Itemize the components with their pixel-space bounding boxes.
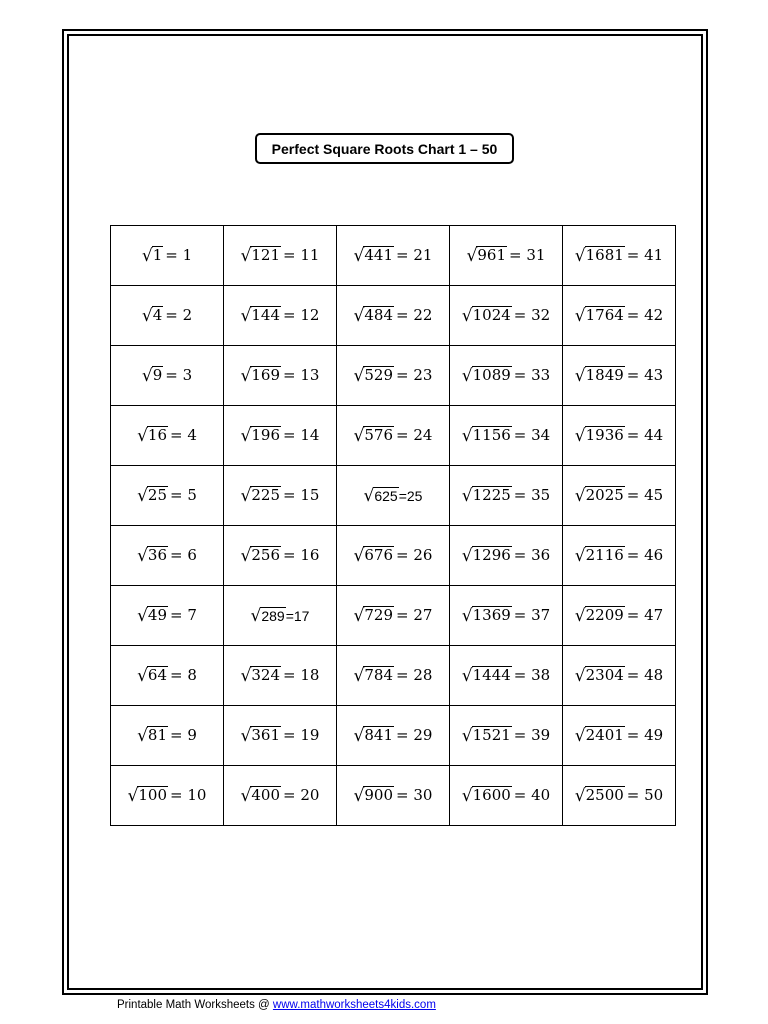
root-expression	[575, 366, 663, 384]
root-expression	[462, 306, 550, 324]
root-expression	[575, 666, 663, 684]
table-row	[111, 646, 676, 706]
radical-icon: √	[574, 425, 586, 446]
radicand: 1024	[472, 306, 511, 325]
root-expression	[575, 606, 663, 624]
root-expression	[241, 366, 320, 384]
radicand: 441	[364, 246, 394, 265]
radicand: 81	[147, 726, 168, 745]
root-expression	[575, 786, 663, 804]
footer-text: Printable Math Worksheets @	[117, 999, 273, 1011]
table-row	[111, 706, 676, 766]
radicand: 49	[147, 606, 168, 625]
radical-icon: √	[137, 545, 148, 566]
root-expression	[241, 786, 320, 804]
radicand: 36	[147, 546, 168, 565]
radicand: 1849	[585, 366, 624, 385]
radicand: 400	[251, 786, 281, 805]
radical-icon: √	[353, 245, 365, 266]
radicand: 1296	[472, 546, 511, 565]
radical-icon: √	[461, 545, 473, 566]
radical-icon: √	[353, 425, 365, 446]
root-expression	[462, 666, 550, 684]
radicand: 1	[152, 246, 163, 265]
radicand: 625	[374, 488, 398, 505]
table-row	[111, 766, 676, 826]
radicand: 361	[251, 726, 281, 745]
table-row	[111, 466, 676, 526]
root-value: = 14	[283, 426, 320, 445]
radical-icon: √	[353, 725, 365, 746]
root-value: = 50	[626, 786, 664, 805]
radical-icon: √	[461, 365, 473, 386]
radicand: 1225	[472, 486, 511, 505]
radicand: 784	[364, 666, 394, 685]
root-expression	[575, 546, 663, 564]
root-expression	[354, 366, 433, 384]
radical-icon: √	[137, 485, 148, 506]
root-cell	[450, 526, 563, 586]
radical-icon: √	[574, 305, 586, 326]
root-value: = 27	[396, 606, 433, 625]
radical-icon: √	[574, 245, 586, 266]
root-expression	[142, 246, 192, 264]
footer-link[interactable]: www.mathworksheets4kids.com	[272, 999, 436, 1011]
root-value: = 23	[396, 366, 433, 385]
root-expression	[241, 246, 320, 264]
radical-icon: √	[353, 305, 365, 326]
radicand: 2209	[585, 606, 624, 625]
root-cell	[450, 766, 563, 826]
root-cell	[563, 646, 676, 706]
root-expression	[354, 246, 433, 264]
root-cell	[450, 706, 563, 766]
root-value: = 11	[283, 246, 320, 265]
table-row	[111, 406, 676, 466]
table-row	[111, 226, 676, 286]
root-expression	[462, 546, 550, 564]
root-cell	[337, 706, 450, 766]
root-expression	[354, 426, 433, 444]
root-value: = 15	[283, 486, 320, 505]
root-value: = 47	[626, 606, 664, 625]
radicand: 576	[364, 426, 394, 445]
radicand: 1521	[472, 726, 511, 745]
radical-icon: √	[574, 485, 586, 506]
radicand: 2025	[585, 486, 624, 505]
root-value: = 49	[626, 726, 664, 745]
radical-icon: √	[240, 545, 252, 566]
root-expression	[137, 486, 197, 504]
radicand: 16	[147, 426, 168, 445]
radical-icon: √	[137, 665, 148, 686]
radical-icon: √	[240, 425, 252, 446]
root-cell	[111, 766, 224, 826]
radical-icon: √	[574, 725, 586, 746]
radical-icon: √	[240, 725, 252, 746]
radical-icon: √	[461, 725, 473, 746]
radicand: 484	[364, 306, 394, 325]
radical-icon: √	[240, 785, 252, 806]
root-cell	[337, 286, 450, 346]
root-value: = 5	[170, 486, 197, 505]
root-cell	[111, 406, 224, 466]
root-expression	[575, 246, 663, 264]
root-value: = 29	[396, 726, 433, 745]
radicand: 2500	[585, 786, 624, 805]
radical-icon: √	[574, 365, 586, 386]
root-value: = 16	[283, 546, 320, 565]
root-cell	[450, 586, 563, 646]
root-cell	[337, 586, 450, 646]
root-cell	[563, 466, 676, 526]
root-expression	[354, 306, 433, 324]
root-value: = 45	[626, 486, 664, 505]
root-cell	[337, 526, 450, 586]
radicand: 256	[251, 546, 281, 565]
radical-icon: √	[240, 245, 252, 266]
root-cell	[224, 226, 337, 286]
radical-icon: √	[353, 365, 365, 386]
table-row	[111, 346, 676, 406]
radicand: 64	[147, 666, 168, 685]
root-expression	[137, 606, 197, 624]
radical-icon: √	[240, 485, 252, 506]
root-value: = 12	[283, 306, 320, 325]
root-value: = 44	[626, 426, 664, 445]
root-value: = 31	[509, 246, 546, 265]
root-cell	[450, 286, 563, 346]
root-value: = 9	[170, 726, 197, 745]
radicand: 324	[251, 666, 281, 685]
radicand: 1936	[585, 426, 624, 445]
table-row	[111, 286, 676, 346]
radicand: 900	[364, 786, 394, 805]
root-value: = 1	[165, 246, 193, 265]
root-value: = 41	[626, 246, 664, 265]
radical-icon: √	[574, 665, 586, 686]
root-expression	[575, 726, 663, 744]
radicand: 1444	[472, 666, 511, 685]
root-value: = 35	[513, 486, 551, 505]
radicand: 196	[251, 426, 281, 445]
root-cell	[450, 226, 563, 286]
table-row	[111, 526, 676, 586]
root-value: = 22	[396, 306, 433, 325]
root-expression	[354, 786, 433, 804]
root-cell	[224, 286, 337, 346]
root-value: = 38	[513, 666, 551, 685]
root-value: = 20	[283, 786, 320, 805]
root-value: = 40	[513, 786, 551, 805]
root-cell	[111, 646, 224, 706]
root-value: = 26	[396, 546, 433, 565]
radicand: 676	[364, 546, 394, 565]
root-value: = 33	[513, 366, 551, 385]
radicand: 289	[261, 608, 285, 625]
radical-icon: √	[240, 665, 252, 686]
root-cell	[224, 706, 337, 766]
radical-icon: √	[574, 785, 586, 806]
radicand: 100	[138, 786, 168, 805]
root-cell	[111, 226, 224, 286]
root-expression	[467, 246, 546, 264]
root-cell	[450, 466, 563, 526]
radical-icon: √	[250, 605, 262, 626]
root-expression	[137, 666, 197, 684]
radicand: 1600	[472, 786, 511, 805]
radical-icon: √	[141, 245, 153, 266]
root-value: = 7	[170, 606, 197, 625]
root-expression	[137, 426, 197, 444]
root-cell	[111, 346, 224, 406]
root-value: = 13	[283, 366, 320, 385]
root-expression	[462, 606, 550, 624]
root-value: = 42	[626, 306, 664, 325]
radicand: 1369	[472, 606, 511, 625]
radical-icon: √	[353, 665, 365, 686]
radical-icon: √	[141, 305, 153, 326]
radicand: 144	[251, 306, 281, 325]
root-expression	[142, 306, 192, 324]
radicand: 2401	[585, 726, 624, 745]
root-cell	[337, 466, 450, 526]
root-cell	[563, 286, 676, 346]
root-value: = 32	[513, 306, 551, 325]
root-expression	[241, 546, 320, 564]
chart-title: Perfect Square Roots Chart 1 – 50	[255, 133, 514, 164]
root-expression	[354, 546, 433, 564]
root-value: = 8	[170, 666, 197, 685]
root-expression	[462, 726, 550, 744]
root-cell	[563, 766, 676, 826]
root-cell	[111, 706, 224, 766]
root-cell	[224, 766, 337, 826]
radicand: 1156	[472, 426, 511, 445]
radical-icon: √	[461, 485, 473, 506]
root-value: = 6	[170, 546, 197, 565]
root-cell	[337, 226, 450, 286]
root-value: = 3	[165, 366, 193, 385]
root-expression	[462, 786, 550, 804]
radical-icon: √	[461, 665, 473, 686]
radicand: 9	[152, 366, 163, 385]
root-value: = 34	[513, 426, 551, 445]
radical-icon: √	[240, 305, 252, 326]
root-cell	[224, 466, 337, 526]
root-value: = 43	[626, 366, 664, 385]
square-roots-table	[110, 225, 676, 826]
radical-icon: √	[574, 605, 586, 626]
radicand: 2116	[585, 546, 624, 565]
root-expression	[462, 486, 550, 504]
root-expression	[241, 666, 320, 684]
radicand: 529	[364, 366, 394, 385]
radicand: 961	[477, 246, 507, 265]
root-value: =17	[285, 608, 310, 625]
root-cell	[450, 346, 563, 406]
radicand: 1089	[472, 366, 511, 385]
root-cell	[224, 526, 337, 586]
radical-icon: √	[353, 785, 365, 806]
root-value: = 28	[396, 666, 433, 685]
root-expression	[575, 426, 663, 444]
root-expression	[364, 487, 423, 504]
root-cell	[563, 586, 676, 646]
radical-icon: √	[574, 545, 586, 566]
footer	[117, 999, 436, 1011]
root-cell	[563, 346, 676, 406]
root-cell	[563, 406, 676, 466]
root-expression	[462, 426, 550, 444]
root-expression	[142, 366, 192, 384]
root-cell	[224, 346, 337, 406]
radical-icon: √	[353, 545, 365, 566]
table-row	[111, 586, 676, 646]
root-cell	[224, 646, 337, 706]
root-value: = 21	[396, 246, 433, 265]
radical-icon: √	[461, 785, 473, 806]
radicand: 1764	[585, 306, 624, 325]
radical-icon: √	[461, 305, 473, 326]
root-expression	[354, 666, 433, 684]
root-value: = 37	[513, 606, 551, 625]
root-value: = 4	[170, 426, 197, 445]
root-expression	[241, 726, 320, 744]
root-expression	[241, 306, 320, 324]
radicand: 121	[251, 246, 281, 265]
root-cell	[111, 526, 224, 586]
root-cell	[563, 706, 676, 766]
radical-icon: √	[363, 485, 375, 506]
radical-icon: √	[141, 365, 153, 386]
radical-icon: √	[466, 245, 478, 266]
root-value: = 2	[165, 306, 193, 325]
root-value: = 24	[396, 426, 433, 445]
root-cell	[111, 466, 224, 526]
root-value: =25	[398, 488, 423, 505]
root-expression	[137, 726, 197, 744]
radicand: 1681	[585, 246, 624, 265]
root-value: = 39	[513, 726, 551, 745]
root-expression	[575, 486, 663, 504]
radicand: 841	[364, 726, 394, 745]
radicand: 225	[251, 486, 281, 505]
radicand: 169	[251, 366, 281, 385]
radicand: 729	[364, 606, 394, 625]
radical-icon: √	[137, 605, 148, 626]
radicand: 2304	[585, 666, 624, 685]
root-value: = 48	[626, 666, 664, 685]
radicand: 4	[152, 306, 163, 325]
root-expression	[575, 306, 663, 324]
root-cell	[224, 586, 337, 646]
root-expression	[128, 786, 207, 804]
radical-icon: √	[353, 605, 365, 626]
root-cell	[224, 406, 337, 466]
radical-icon: √	[137, 725, 148, 746]
radical-icon: √	[137, 425, 148, 446]
root-expression	[354, 726, 433, 744]
root-value: = 36	[513, 546, 551, 565]
root-value: = 10	[170, 786, 207, 805]
root-expression	[354, 606, 433, 624]
root-cell	[111, 586, 224, 646]
root-expression	[137, 546, 197, 564]
radical-icon: √	[240, 365, 252, 386]
root-cell	[563, 526, 676, 586]
root-cell	[337, 766, 450, 826]
root-cell	[337, 646, 450, 706]
radical-icon: √	[461, 605, 473, 626]
root-expression	[251, 607, 310, 624]
radicand: 25	[147, 486, 168, 505]
root-expression	[241, 486, 320, 504]
root-cell	[111, 286, 224, 346]
root-value: = 19	[283, 726, 320, 745]
radical-icon: √	[127, 785, 139, 806]
root-cell	[450, 646, 563, 706]
root-cell	[563, 226, 676, 286]
root-value: = 18	[283, 666, 320, 685]
root-cell	[450, 406, 563, 466]
root-expression	[241, 426, 320, 444]
root-value: = 30	[396, 786, 433, 805]
root-expression	[462, 366, 550, 384]
root-value: = 46	[626, 546, 664, 565]
root-cell	[337, 406, 450, 466]
radical-icon: √	[461, 425, 473, 446]
root-cell	[337, 346, 450, 406]
